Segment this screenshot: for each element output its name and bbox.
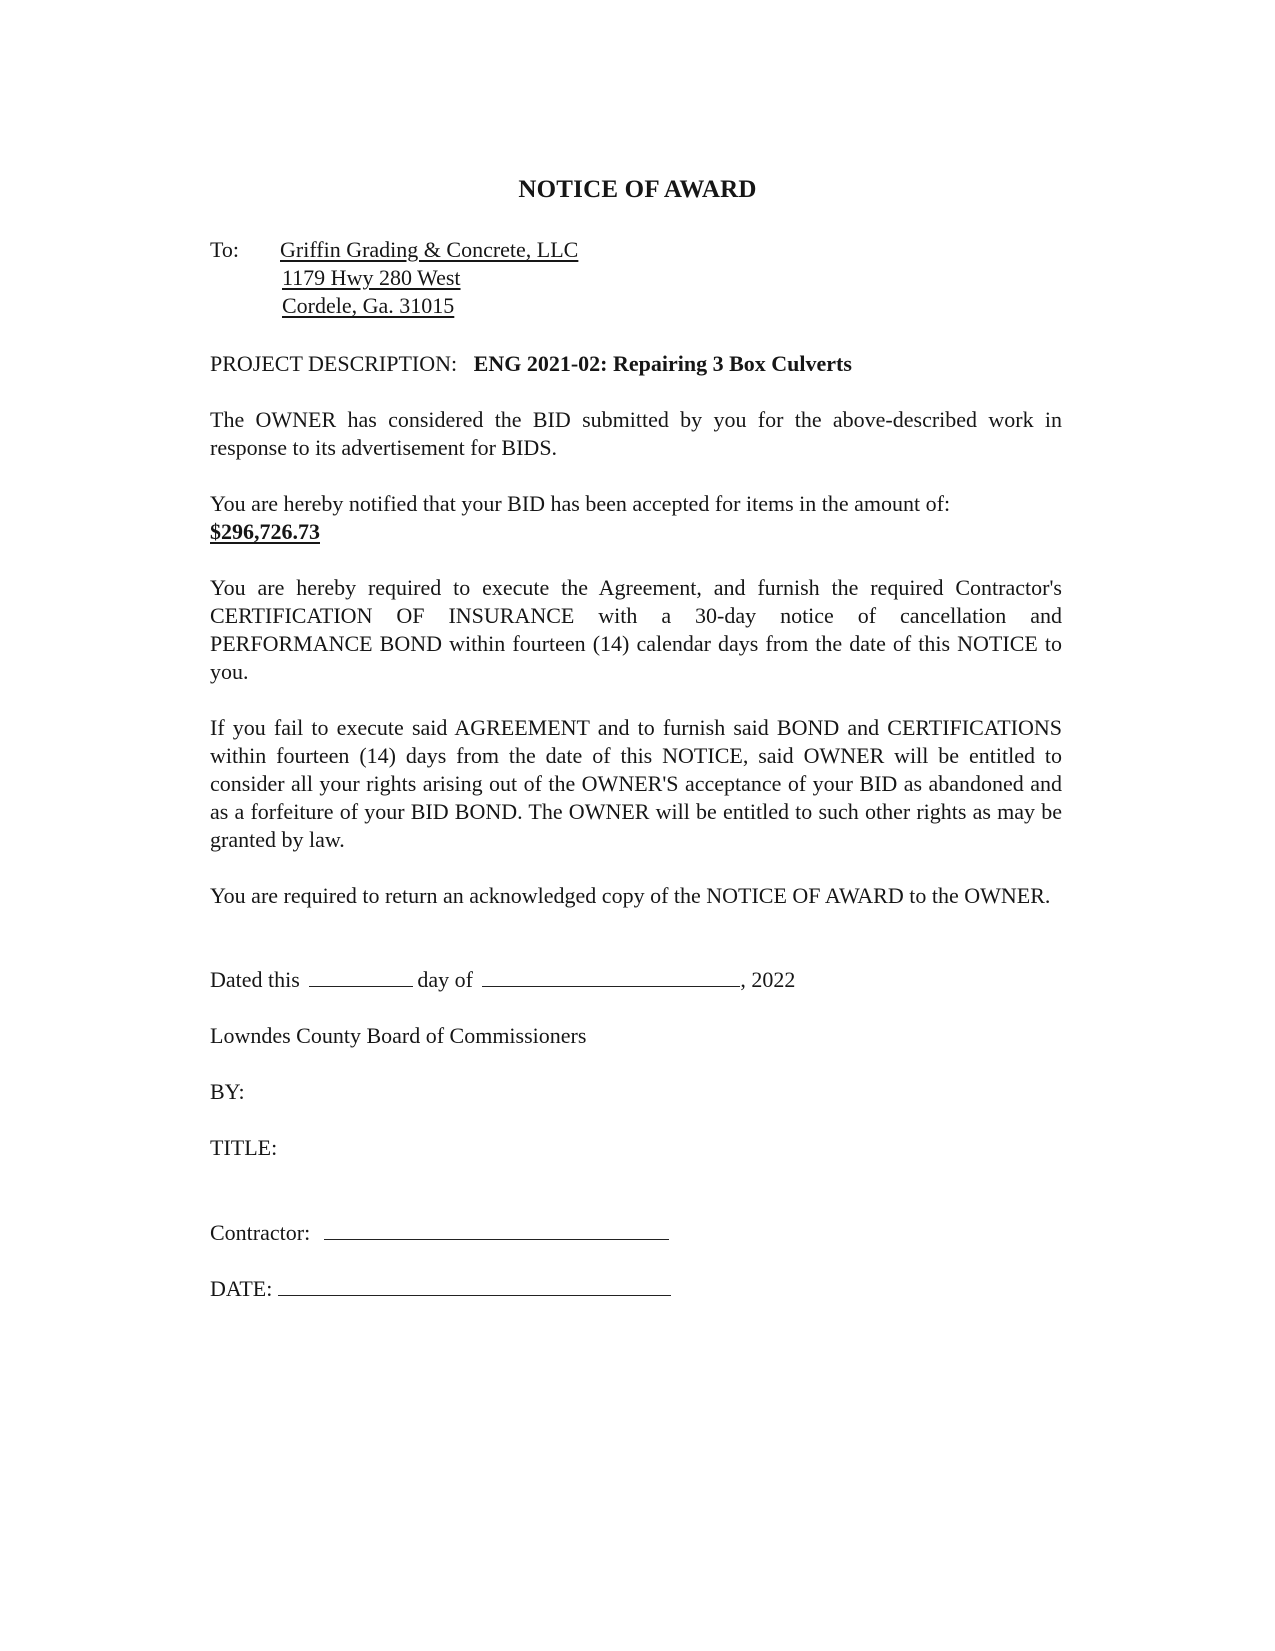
contractor-line xyxy=(210,1219,1062,1247)
paragraph-considered: The OWNER has considered the BID submitted by you for the above-described work in response to its advertisement for BIDS. xyxy=(210,407,1062,460)
paragraph-execute: You are hereby required to execute the Agreement, and furnish the required Contractor's CERTIFICATION OF INSURANCE with a 30-day notice of cancellation and PERFORMANCE BOND within fourteen (14) calendar days from the date of this NOTICE to you. xyxy=(210,575,1062,684)
award-amount: $296,726.73 xyxy=(210,519,320,544)
dated-middle: day of xyxy=(417,967,473,992)
paragraph-fail: If you fail to execute said AGREEMENT and to furnish said BOND and CERTIFICATIONS within fourteen (14) days from the date of this NOTICE, said OWNER will be entitled to consider all your rights arising out of the OWNER'S acceptance of your BID as abandoned and as a forfeiture of your BID BOND. The OWNER will be entitled to such other rights as may be granted by law. xyxy=(210,715,1062,852)
dated-prefix: Dated this xyxy=(210,967,300,992)
recipient-address xyxy=(280,236,578,320)
paragraph-return: You are required to return an acknowledged copy of the NOTICE OF AWARD to the OWNER. xyxy=(210,883,1051,908)
paragraph-accepted xyxy=(210,490,1062,546)
recipient-city: Cordele, Ga. 31015 xyxy=(282,293,455,318)
title-label: TITLE: xyxy=(210,1135,278,1160)
contractor-signature-field[interactable] xyxy=(324,1219,669,1240)
date-label: DATE: xyxy=(210,1276,273,1301)
recipient-name: Griffin Grading & Concrete, LLC xyxy=(280,237,579,262)
project-label: PROJECT DESCRIPTION: xyxy=(210,351,458,376)
document-title: NOTICE OF AWARD xyxy=(518,176,757,203)
by-label: BY: xyxy=(210,1079,245,1104)
recipient-street: 1179 Hwy 280 West xyxy=(282,265,461,290)
to-label: To: xyxy=(210,237,240,262)
board-name: Lowndes County Board of Commissioners xyxy=(210,1023,587,1048)
dated-line xyxy=(210,966,1062,994)
project-description xyxy=(210,350,1062,378)
accepted-text: You are hereby notified that your BID has been accepted for items in the amount of: xyxy=(210,491,951,516)
project-value: ENG 2021-02: Repairing 3 Box Culverts xyxy=(473,351,852,376)
month-blank-field[interactable] xyxy=(482,966,740,987)
date-line xyxy=(210,1275,1062,1303)
contractor-label: Contractor: xyxy=(210,1220,311,1245)
dated-year: , 2022 xyxy=(740,967,796,992)
day-blank-field[interactable] xyxy=(309,966,413,987)
date-field[interactable] xyxy=(278,1275,671,1296)
